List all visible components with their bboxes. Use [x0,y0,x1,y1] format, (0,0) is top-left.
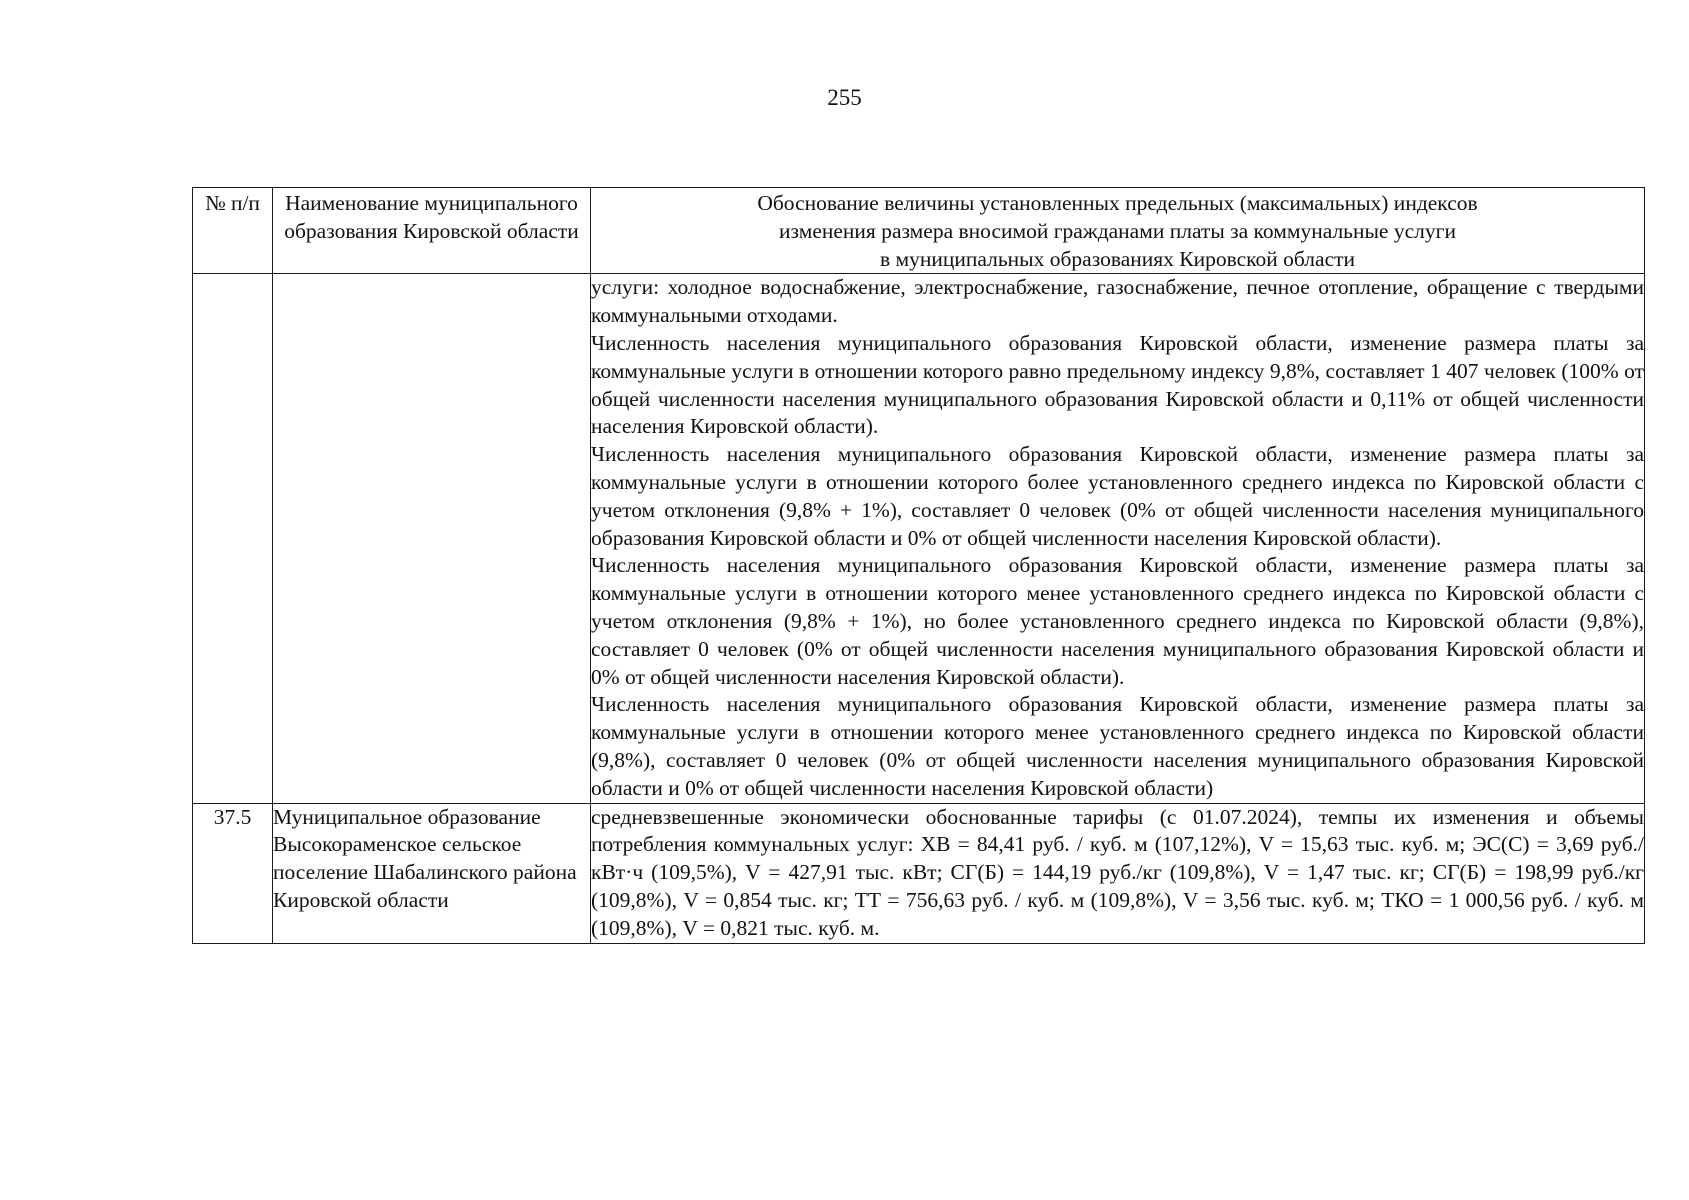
header-justification [591,188,1645,274]
municipality-name [273,274,591,803]
row-number: 37.5 [193,803,273,943]
justification-text [591,274,1645,803]
justification-paragraph: Численность населения муниципального образования Кировской области, изменение размера платы за коммунальные услуги в отношении которого более установленного среднего индекса по Кировской области с учетом отклонения (9,8% + 1%), составляет 0 человек (0% от общей численности населения муниципального образования Кировской области и 0% от общей численности населения Кировской области). [591,442,1644,550]
table-row [193,274,1645,803]
header-municipality-name: Наименование муниципального образования Кировской области [273,188,591,274]
header-num: № п/п [193,188,273,274]
row-number [193,274,273,803]
justification-paragraph: средневзвешенные экономически обоснованные тарифы (с 01.07.2024), темпы их изменения и объемы потребления коммунальных услуг: ХВ = 84,41 руб. / куб. м (107,12%), V = 15,63 тыс. куб. м; ЭС(С) = 3,69 руб./кВт·ч (109,5%), V = 427,91 тыс. кВт; СГ(Б) = 144,19 руб./кг (109,8%), V = 1,47 тыс. кг; СГ(Б) = 198,99 руб./кг (109,8%), V = 0,854 тыс. кг; ТТ = 756,63 руб. / куб. м (109,8%), V = 3,56 тыс. куб. м; ТКО = 1 000,56 руб. / куб. м (109,8%), V = 0,821 тыс. куб. м. [591,804,1644,940]
table-header-row [193,188,1645,274]
table-row [193,803,1645,943]
justification-paragraph: услуги: холодное водоснабжение, электроснабжение, газоснабжение, печное отопление, обращение с твердыми коммунальными отходами. [591,275,1644,328]
header-justification-line: изменения размера вносимой гражданами платы за коммунальные услуги [779,218,1456,243]
justification-paragraph: Численность населения муниципального образования Кировской области, изменение размера платы за коммунальные услуги в отношении которого равно предельному индексу 9,8%, составляет 1 407 человек (100% от общей численности населения муниципального образования Кировской области и 0,11% от общей численности населения Кировской области). [591,330,1644,439]
indices-table [192,187,1645,944]
page-number: 255 [827,85,862,110]
header-justification-line: в муниципальных образованиях Кировской области [879,246,1356,271]
header-justification-line: Обоснование величины установленных предельных (максимальных) индексов [757,191,1478,215]
justification-paragraph: Численность населения муниципального образования Кировской области, изменение размера платы за коммунальные услуги в отношении которого менее установленного среднего индекса по Кировской области с учетом отклонения (9,8% + 1%), но более установленного среднего индекса по Кировской области (9,8%), составляет 0 человек (0% от общей численности населения муниципального образования Кировской области и 0% от общей численности населения Кировской области). [591,553,1644,689]
justification-paragraph: Численность населения муниципального образования Кировской области, изменение размера платы за коммунальные услуги в отношении которого менее установленного среднего индекса по Кировской области (9,8%), составляет 0 человек (0% от общей численности населения муниципального образования Кировской области и 0% от общей численности населения Кировской области) [591,692,1644,800]
municipality-name: Муниципальное образование Высокораменское сельское поселение Шабалинского района Кировской области [273,803,591,943]
justification-text [591,803,1645,943]
